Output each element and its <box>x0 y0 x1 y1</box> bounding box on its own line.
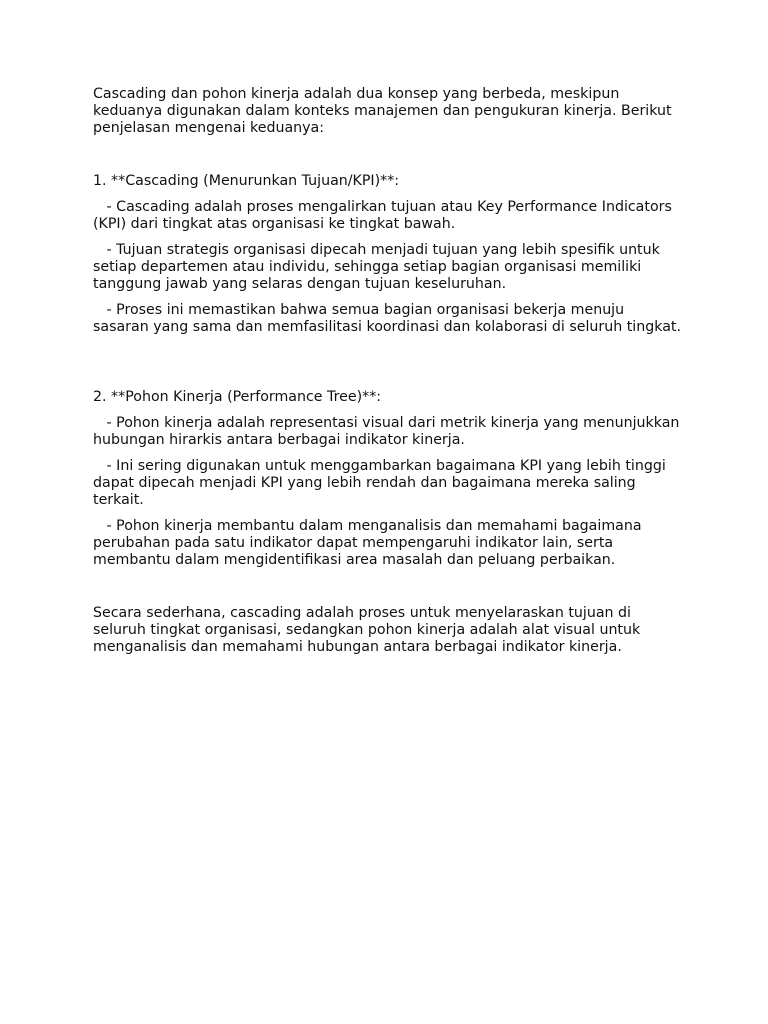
conclusion-paragraph: Secara sederhana, cascading adalah proses untuk menyelaraskan tujuan di seluruh tingkat organisasi, sedangkan pohon kinerja adalah alat visual untuk menganalisis dan memahami hubungan antara berbagai indikator kinerja. <box>93 605 645 655</box>
section-1-point-3: - Proses ini memastikan bahwa semua bagian organisasi bekerja menuju sasaran yang sama dan memfasilitasi koordinasi dan kolaborasi di seluruh tingkat. <box>93 302 681 335</box>
section-1-point-2: - Tujuan strategis organisasi dipecah menjadi tujuan yang lebih spesifik untuk setiap departemen atau individu, sehingga setiap bagian organisasi memiliki tanggung jawab yang selaras dengan tujuan keseluruhan. <box>93 242 665 292</box>
section-2-point-1: - Pohon kinerja adalah representasi visual dari metrik kinerja yang menunjukkan hubungan hirarkis antara berbagai indikator kinerja. <box>93 415 684 448</box>
intro-paragraph: Cascading dan pohon kinerja adalah dua konsep yang berbeda, meskipun keduanya digunakan dalam konteks manajemen dan pengukuran kinerja. Berikut penjelasan mengenai keduanya: <box>93 86 677 136</box>
section-1-point-1: - Cascading adalah proses mengalirkan tujuan atau Key Performance Indicators (KPI) dari tingkat atas organisasi ke tingkat bawah. <box>93 199 677 232</box>
section-2-heading: 2. **Pohon Kinerja (Performance Tree)**: <box>93 389 382 405</box>
section-2-point-2: - Ini sering digunakan untuk menggambarkan bagaimana KPI yang lebih tinggi dapat dipecah menjadi KPI yang lebih rendah dan bagaimana mereka saling terkait. <box>93 458 671 508</box>
section-1-heading: 1. **Cascading (Menurunkan Tujuan/KPI)**: <box>93 173 400 189</box>
section-2-point-3: - Pohon kinerja membantu dalam menganalisis dan memahami bagaimana perubahan pada satu indikator dapat mempengaruhi indikator lain, serta membantu dalam mengidentifikasi area masalah dan peluang perbaikan. <box>93 518 647 568</box>
